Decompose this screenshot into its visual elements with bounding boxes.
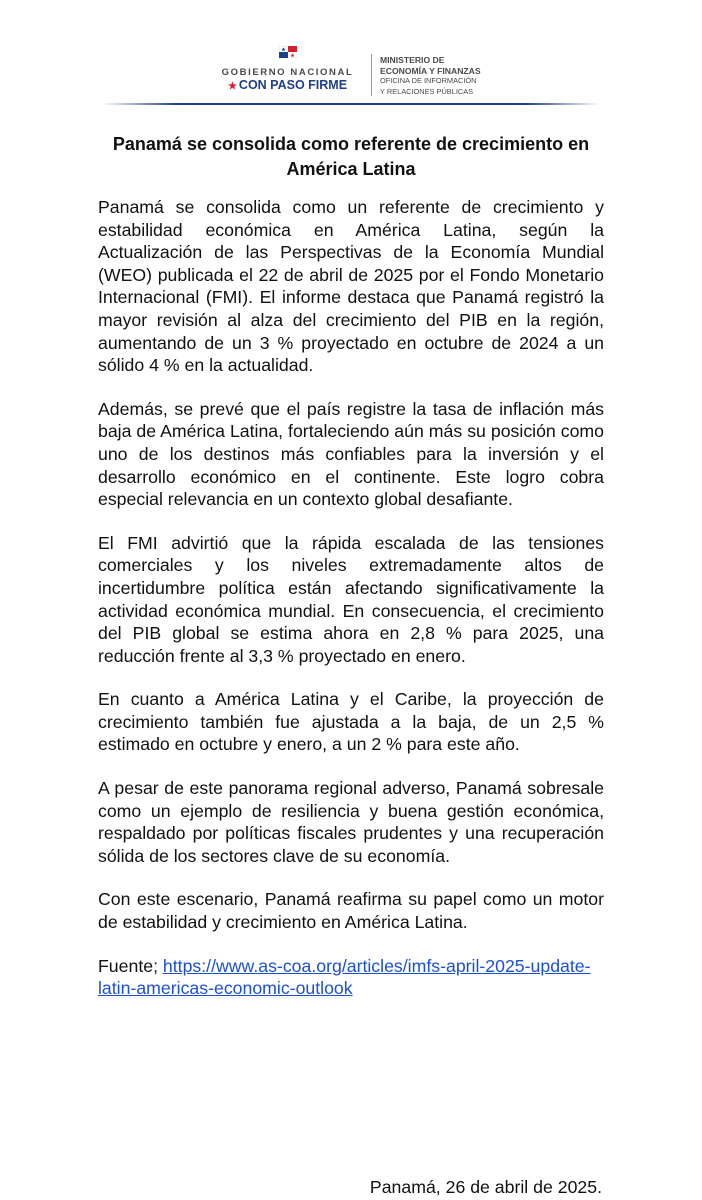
letterhead: [0, 0, 702, 110]
office-name-line1: OFICINA DE INFORMACIÓN: [380, 76, 477, 85]
paragraph-5: A pesar de este panorama regional adverso, Panamá sobresale como un ejemplo de resiliencia y buena gestión económica, respaldado por políticas fiscales prudentes y una recuperación sólida de los sectores clave de su economía.: [98, 778, 604, 866]
paragraph-1: Panamá se consolida como un referente de crecimiento y estabilidad económica en América Latina, según la Actualización de las Perspectivas de la Economía Mundial (WEO) publicada el 22 de abril de 2025 por el Fondo Monetario Internacional (FMI). El informe destaca que Panamá registró la mayor revisión al alza del crecimiento del PIB en la región, aumentando de un 3 % proyectado en octubre de 2024 a un sólido 4 % en la actualidad.: [98, 197, 604, 376]
press-release-title: Panamá se consolida como referente de crecimiento en América Latina: [112, 134, 590, 179]
star-icon: ★: [227, 81, 237, 92]
ministry-name-line2: ECONOMÍA Y FINANZAS: [380, 65, 481, 76]
paragraph-2: Además, se prevé que el país registre la tasa de inflación más baja de América Latina, fortaleciendo aún más su posición como uno de los destinos más confiables para la inversión y el desarrollo económico en el continente. Este logro cobra especial relevancia en un contexto global desafiante.: [98, 398, 604, 510]
office-name-line2: Y RELACIONES PÚBLICAS: [380, 86, 474, 96]
panama-flag-icon: [279, 46, 297, 58]
source-link[interactable]: https://www.as-coa.org/articles/imfs-april-2025-update-latin-americas-economic-outlook: [98, 955, 591, 999]
government-slogan-text: CON PASO FIRME: [238, 78, 348, 92]
government-name: GOBIERNO NACIONAL: [221, 67, 354, 78]
paragraph-6: Con este escenario, Panamá reafirma su papel como un motor de estabilidad y crecimiento en América Latina.: [98, 889, 604, 933]
ministry-name-line1: MINISTERIO DE: [380, 55, 445, 65]
header-divider: [371, 54, 372, 96]
press-release-body: [98, 196, 604, 1000]
source-line: [98, 955, 604, 1000]
source-label: Fuente;: [98, 955, 158, 976]
header-rule: [102, 103, 600, 105]
ministry-logo: [380, 55, 520, 97]
release-date: Panamá, 26 de abril de 2025.: [369, 1177, 602, 1197]
government-slogan: [210, 78, 365, 92]
paragraph-3: El FMI advirtió que la rápida escalada de las tensiones comerciales y los niveles extremadamente altos de incertidumbre política están afectando significativamente la actividad económica mundial. En consecuencia, el crecimiento del PIB global se estima ahora en 2,8 % para 2025, una reducción frente al 3,3 % proyectado en enero.: [98, 532, 604, 666]
paragraph-4: En cuanto a América Latina y el Caribe, la proyección de crecimiento también fue ajustada a la baja, de un 2,5 % estimado en octubre y enero, a un 2 % para este año.: [98, 689, 604, 755]
